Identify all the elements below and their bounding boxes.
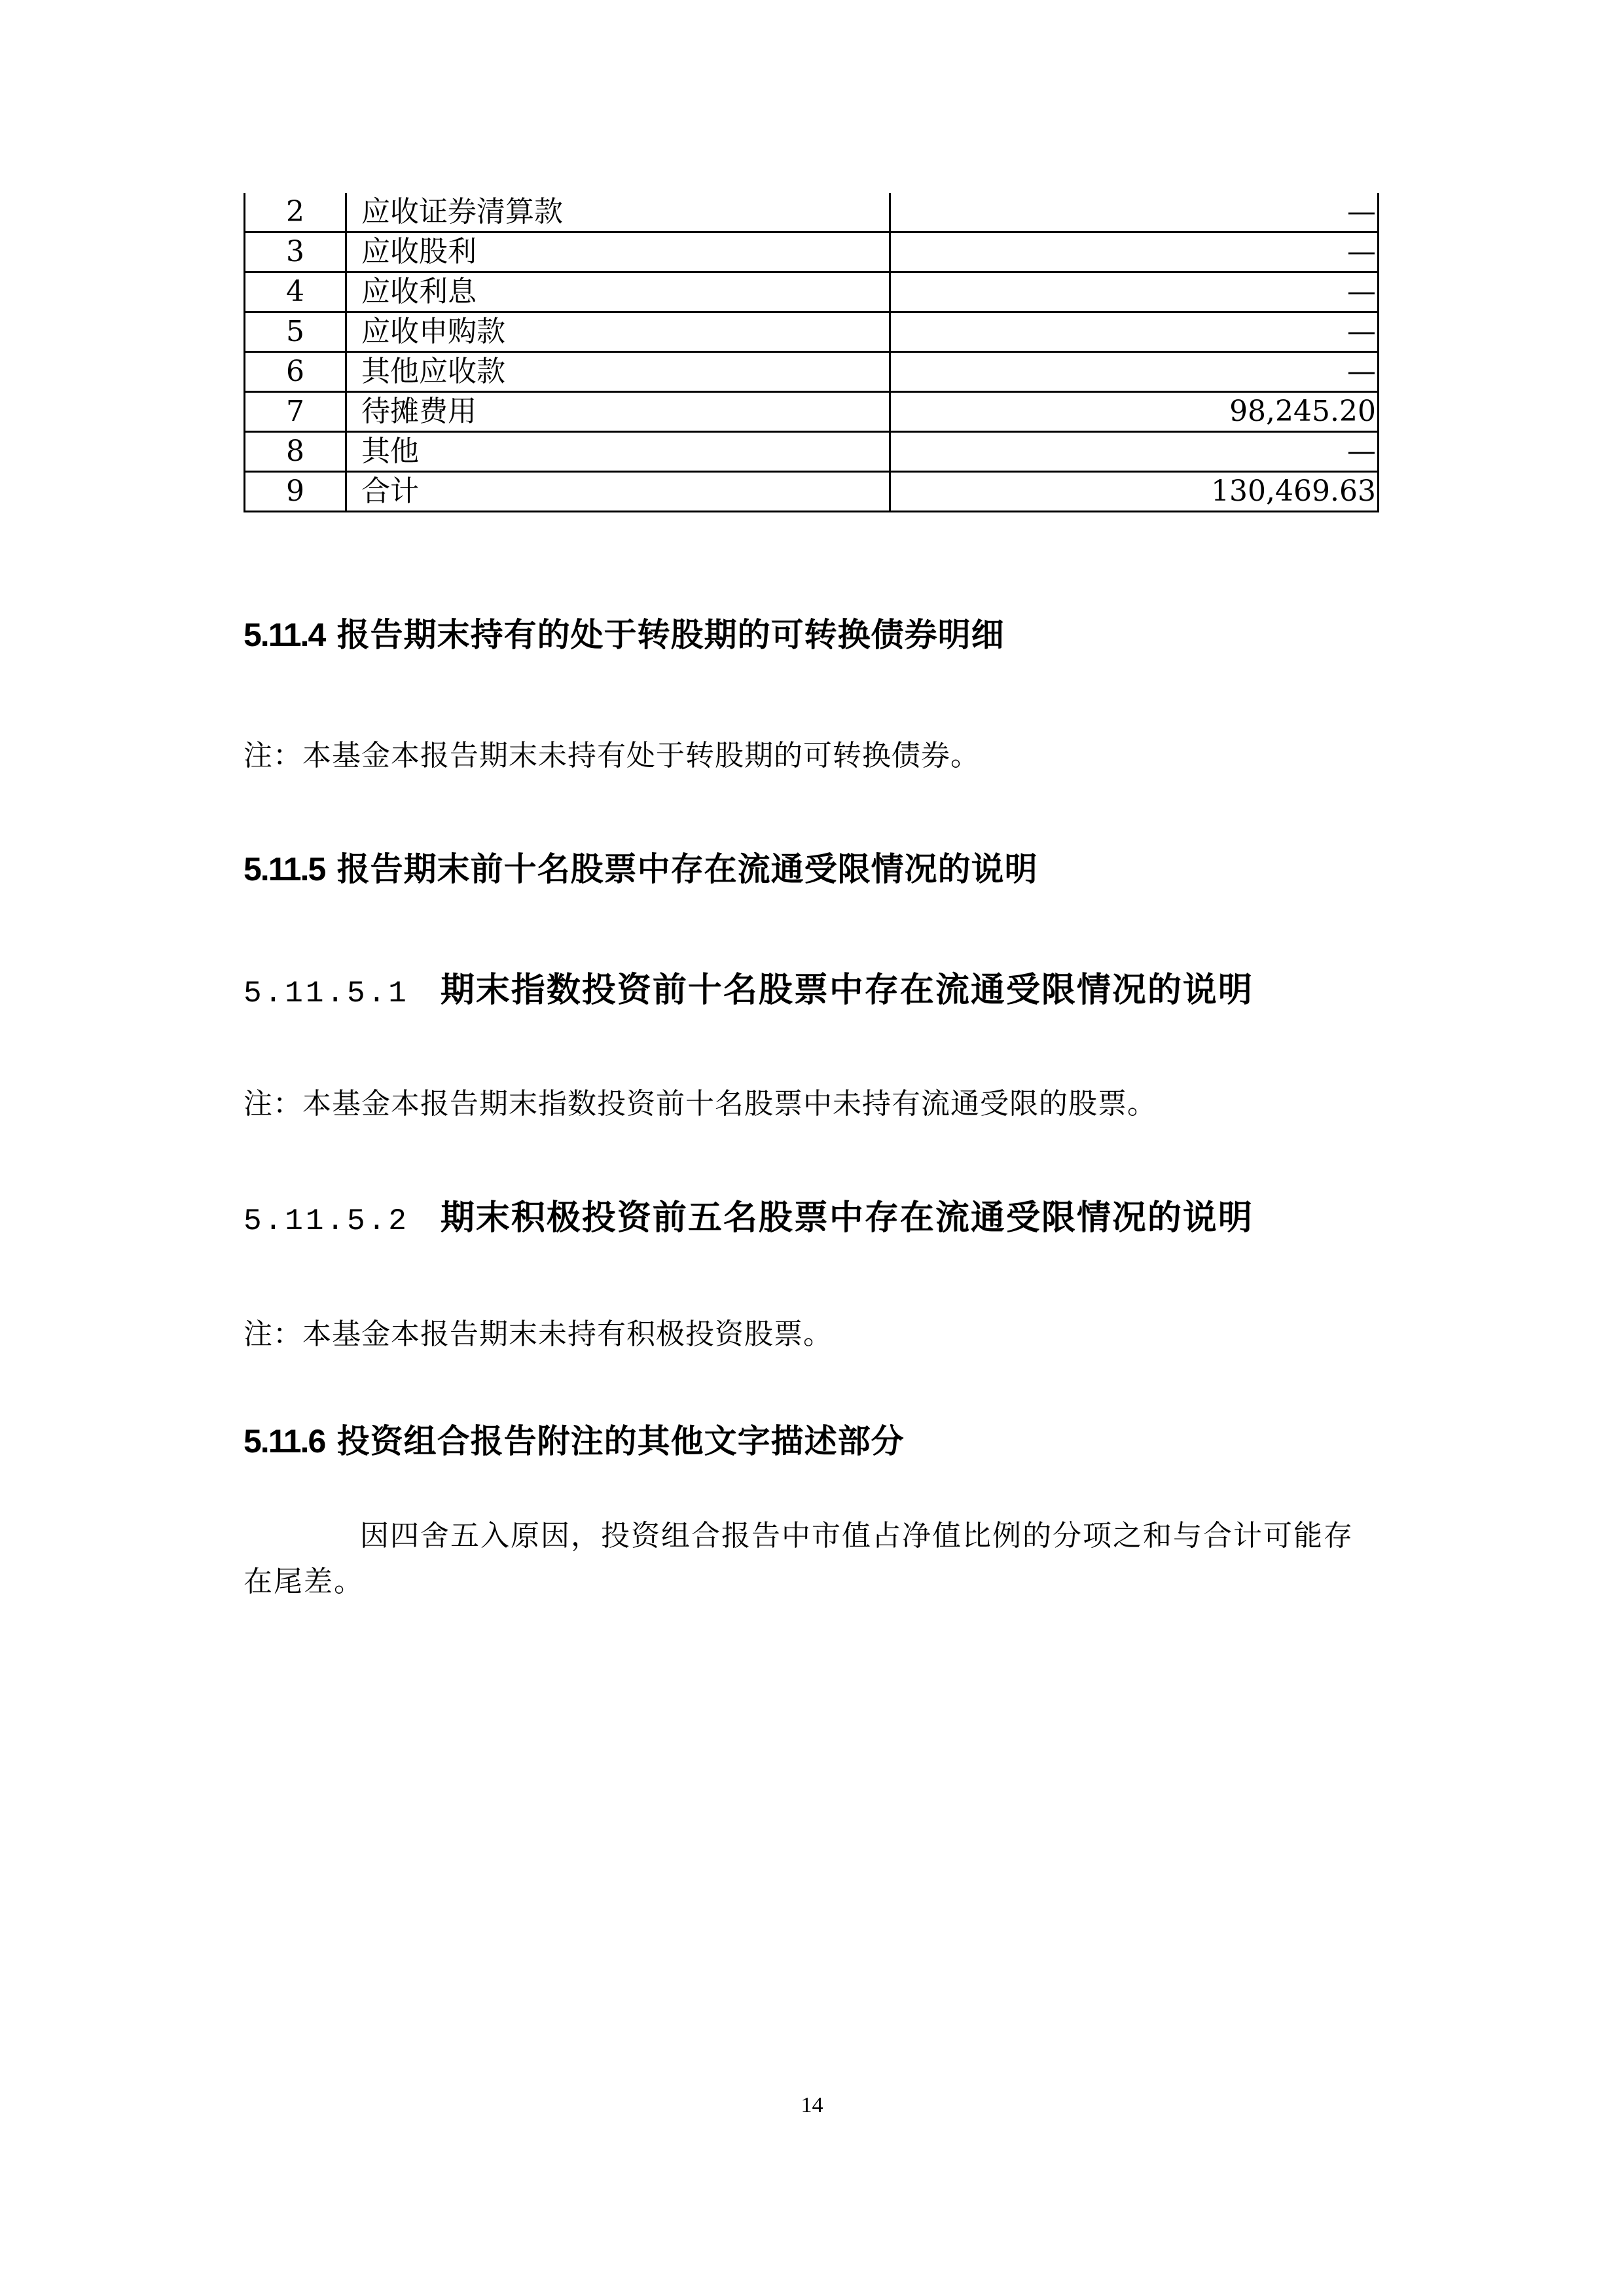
item-value: 130,469.63 (890, 472, 1379, 512)
item-value: — (890, 232, 1379, 272)
note-5-11-5-1: 注：本基金本报告期末指数投资前十名股票中未持有流通受限的股票。 (244, 1087, 1157, 1121)
section-number: 5.11.5 (244, 851, 325, 888)
page-number: 14 (801, 2093, 823, 2117)
row-number: 4 (245, 272, 346, 312)
section-number: 5.11.5.1 (244, 977, 409, 1011)
section-number: 5.11.4 (244, 617, 325, 653)
section-heading-5-11-5-1 (244, 962, 1254, 1011)
item-value: — (890, 432, 1379, 472)
row-number: 5 (245, 312, 346, 352)
table-row (245, 432, 1379, 472)
section-title: 投资组合报告附注的其他文字描述部分 (336, 1422, 905, 1460)
section-title: 期末积极投资前五名股票中存在流通受限情况的说明 (440, 1198, 1254, 1238)
section-number: 5.11.5.2 (244, 1204, 409, 1238)
section-heading-5-11-6 (244, 1415, 905, 1462)
table-row (245, 272, 1379, 312)
section-title: 报告期末持有的处于转股期的可转换债券明细 (336, 616, 1005, 654)
row-number: 3 (245, 232, 346, 272)
row-number: 2 (245, 193, 346, 232)
section-heading-5-11-4 (244, 609, 1005, 656)
other-receivables-table (244, 193, 1379, 512)
item-name: 应收申购款 (346, 312, 890, 352)
item-name: 应收证券清算款 (346, 193, 890, 232)
table-row (245, 232, 1379, 272)
row-number: 9 (245, 472, 346, 512)
item-value: 98,245.20 (890, 392, 1379, 432)
note-5-11-4: 注：本基金本报告期末未持有处于转股期的可转换债券。 (244, 739, 980, 772)
item-name: 合计 (346, 472, 890, 512)
table-row (245, 352, 1379, 392)
row-number: 7 (245, 392, 346, 432)
item-value: — (890, 312, 1379, 352)
item-value: — (890, 272, 1379, 312)
note-5-11-5-2: 注：本基金本报告期末未持有积极投资股票。 (244, 1318, 833, 1351)
section-title: 期末指数投资前十名股票中存在流通受限情况的说明 (440, 971, 1254, 1010)
item-name: 待摊费用 (346, 392, 890, 432)
item-name: 应收股利 (346, 232, 890, 272)
item-name: 应收利息 (346, 272, 890, 312)
row-number: 6 (245, 352, 346, 392)
section-number: 5.11.6 (244, 1423, 325, 1460)
row-number: 8 (245, 432, 346, 472)
item-value: — (890, 193, 1379, 232)
section-heading-5-11-5-2 (244, 1190, 1254, 1239)
table-row (245, 193, 1379, 232)
item-value: — (890, 352, 1379, 392)
paragraph-5-11-6: 因四舍五入原因，投资组合报告中市值占净值比例的分项之和与合计可能存在尾差。 (244, 1519, 1354, 1598)
section-title: 报告期末前十名股票中存在流通受限情况的说明 (336, 850, 1038, 888)
table-row (245, 312, 1379, 352)
item-name: 其他 (346, 432, 890, 472)
table-row (245, 392, 1379, 432)
item-name: 其他应收款 (346, 352, 890, 392)
table-row-total (245, 472, 1379, 512)
section-heading-5-11-5 (244, 843, 1038, 890)
